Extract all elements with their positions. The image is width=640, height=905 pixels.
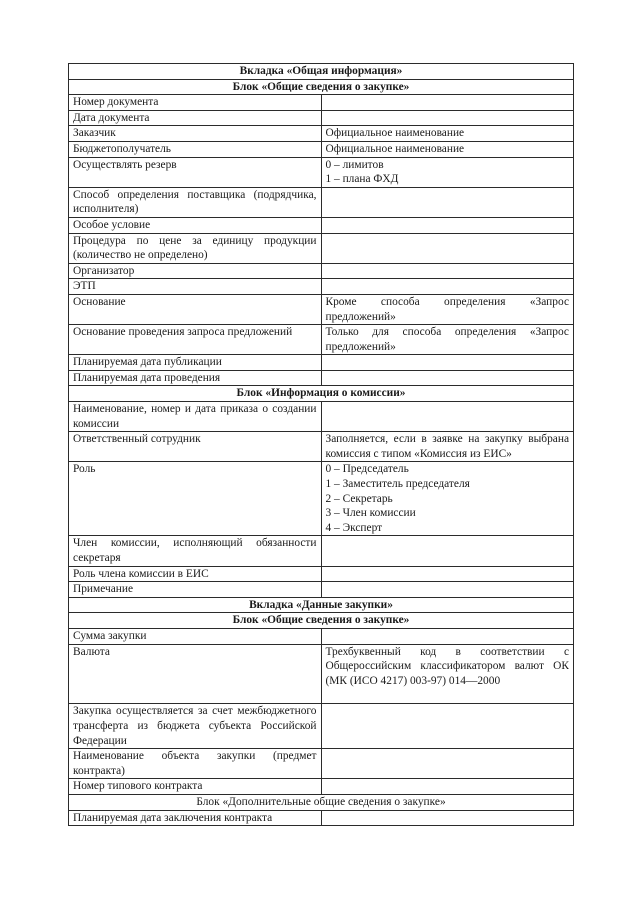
section-header-row [69,597,574,613]
field-label: Наименование объекта закупки (предмет контракта) [69,749,322,779]
table-body [69,64,574,826]
field-value [321,704,574,749]
value-line: 4 – Эксперт [325,521,383,534]
field-value [321,355,574,371]
section-header: Блок «Общие сведения о закупке» [69,79,574,95]
field-value [321,157,574,187]
field-row [69,536,574,566]
field-label: Планируемая дата заключения контракта [69,810,322,826]
field-row [69,187,574,217]
field-value [321,402,574,432]
field-value [321,263,574,279]
field-row [69,95,574,111]
field-row [69,141,574,157]
value-line: 2 – Секретарь [325,492,393,505]
value-line: 0 – Председатель [325,463,409,476]
section-header: Блок «Дополнительные общие сведения о закупке» [69,794,574,810]
field-label: Заказчик [69,126,322,142]
field-label: Основание проведения запроса предложений [69,325,322,355]
field-label: Роль члена комиссии в ЕИС [69,566,322,582]
field-row [69,325,574,355]
field-value [321,749,574,779]
field-value [321,582,574,598]
value-line: 3 – Член комиссии [325,507,416,520]
field-value [321,536,574,566]
section-header-row [69,64,574,80]
field-row [69,126,574,142]
field-value [321,370,574,386]
field-label: Валюта [69,644,322,704]
field-row [69,779,574,795]
value-line: 1 – плана ФХД [325,173,399,186]
value-line: 0 – лимитов [325,158,384,171]
field-value: Кроме способа определения «Запрос предложений» [321,294,574,324]
field-label: Примечание [69,582,322,598]
field-value [321,566,574,582]
field-value [321,279,574,295]
section-header-row [69,613,574,629]
field-label: Основание [69,294,322,324]
field-label: Особое условие [69,217,322,233]
field-label: Бюджетополучатель [69,141,322,157]
section-header: Блок «Информация о комиссии» [69,386,574,402]
field-value [321,628,574,644]
section-header-row [69,794,574,810]
field-value: Официальное наименование [321,141,574,157]
field-label: Номер документа [69,95,322,111]
field-label: Осуществлять резерв [69,157,322,187]
procurement-fields-table [68,63,574,826]
section-header: Вкладка «Общая информация» [69,64,574,80]
field-label: Планируемая дата публикации [69,355,322,371]
field-label: Способ определения поставщика (подрядчика, исполнителя) [69,187,322,217]
section-header-row [69,386,574,402]
field-value [321,233,574,263]
field-row [69,217,574,233]
field-label: Ответственный сотрудник [69,432,322,462]
field-label: Член комиссии, исполняющий обязанности секретаря [69,536,322,566]
field-label: Планируемая дата проведения [69,370,322,386]
field-row [69,566,574,582]
field-label: Дата документа [69,110,322,126]
field-value [321,110,574,126]
field-row [69,263,574,279]
field-row [69,370,574,386]
field-label: Процедура по цене за единицу продукции (количество не определено) [69,233,322,263]
field-row [69,644,574,704]
field-label: Организатор [69,263,322,279]
field-label: Наименование, номер и дата приказа о создании комиссии [69,402,322,432]
field-row [69,749,574,779]
field-row [69,582,574,598]
value-line: 1 – Заместитель председателя [325,478,470,491]
field-value: Трехбуквенный код в соответствии с Общероссийским классификатором валют ОК (МК (ИСО 4217) 003-97) 014—2000 [321,644,574,704]
field-value: Только для способа определения «Запрос предложений» [321,325,574,355]
field-label: Сумма закупки [69,628,322,644]
field-label: Закупка осуществляется за счет межбюджетного трансферта из бюджета субъекта Российской Федерации [69,704,322,749]
field-label: ЭТП [69,279,322,295]
field-row [69,462,574,536]
field-label: Номер типового контракта [69,779,322,795]
field-value: Официальное наименование [321,126,574,142]
field-value [321,217,574,233]
field-row [69,279,574,295]
field-value [321,810,574,826]
field-row [69,157,574,187]
field-value [321,779,574,795]
section-header: Вкладка «Данные закупки» [69,597,574,613]
field-row [69,432,574,462]
field-row [69,355,574,371]
section-header: Блок «Общие сведения о закупке» [69,613,574,629]
field-value [321,95,574,111]
field-row [69,810,574,826]
field-value: Заполняется, если в заявке на закупку выбрана комиссия с типом «Комиссия из ЕИС» [321,432,574,462]
field-row [69,402,574,432]
field-value [321,462,574,536]
section-header-row [69,79,574,95]
field-label: Роль [69,462,322,536]
field-value [321,187,574,217]
field-row [69,110,574,126]
field-row [69,294,574,324]
field-row [69,628,574,644]
field-row [69,233,574,263]
field-row [69,704,574,749]
